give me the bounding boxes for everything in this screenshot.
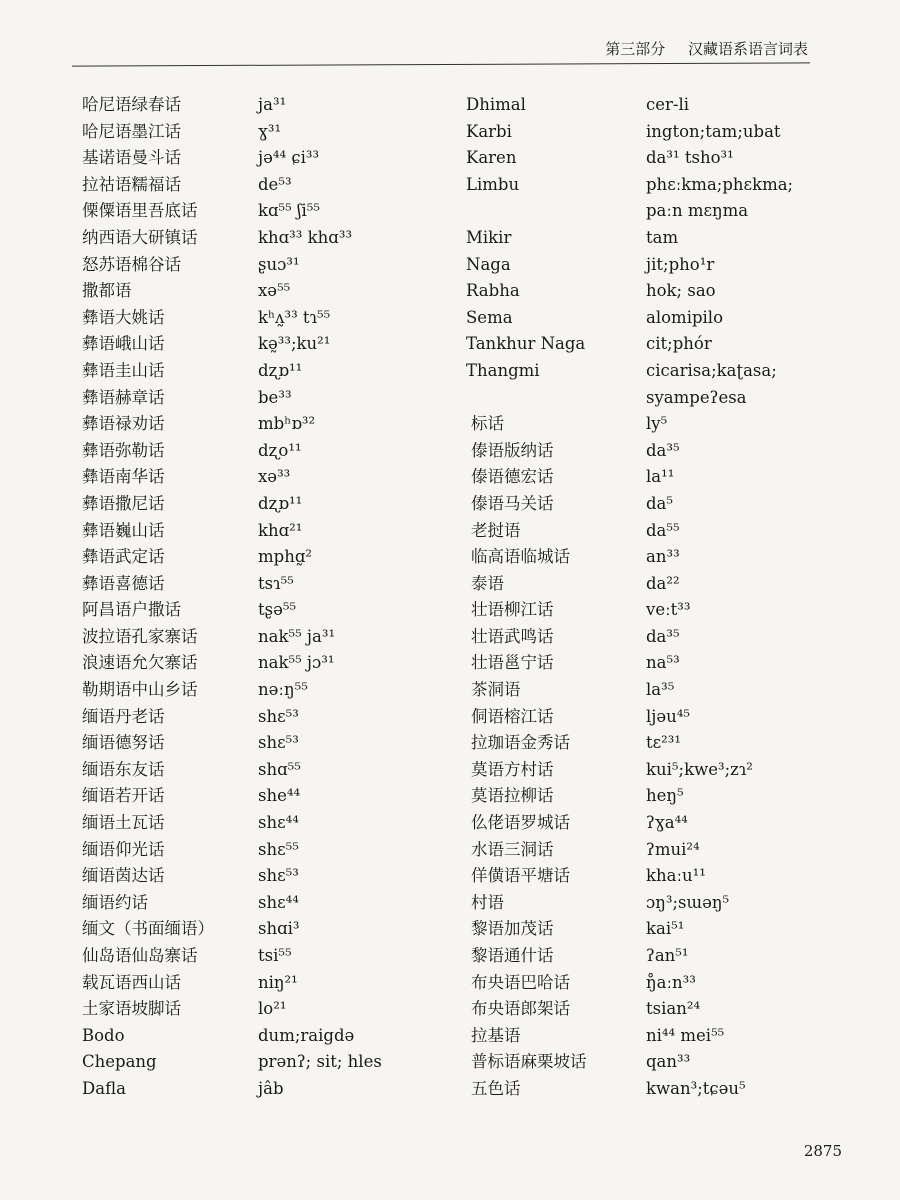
word-form: dʐo¹¹ bbox=[258, 440, 302, 460]
language-name: 泰语 bbox=[471, 573, 504, 593]
word-form: shɛ⁵³ bbox=[258, 866, 299, 886]
language-name: 撒都语 bbox=[82, 281, 132, 301]
word-entry-row bbox=[82, 464, 452, 491]
word-entry-row bbox=[466, 757, 856, 784]
word-form: nəːŋ⁵⁵ bbox=[258, 680, 308, 700]
word-form: jə⁴⁴ ɕi³³ bbox=[258, 148, 320, 168]
word-entry-row bbox=[82, 890, 452, 917]
word-form: ington;tam;ubat bbox=[646, 121, 781, 141]
language-name: 傣语德宏话 bbox=[471, 467, 554, 487]
word-form: de⁵³ bbox=[258, 174, 292, 194]
word-entry-row bbox=[466, 119, 856, 146]
language-name: 傈僳语里吾底话 bbox=[82, 201, 198, 221]
word-form: paːn mɛŋma bbox=[646, 201, 749, 221]
language-name: Karbi bbox=[466, 121, 512, 141]
word-entry-row bbox=[466, 863, 856, 890]
word-form: khaːu¹¹ bbox=[646, 866, 706, 886]
word-entry-row bbox=[82, 411, 452, 438]
language-name: 老挝语 bbox=[471, 520, 521, 540]
language-name: Sema bbox=[466, 307, 513, 327]
word-form: veːt³³ bbox=[646, 600, 691, 620]
word-form: da³⁵ bbox=[646, 626, 680, 646]
language-name: 阿昌语户撒话 bbox=[82, 600, 181, 620]
word-entry-row bbox=[82, 119, 452, 146]
right-column bbox=[466, 92, 856, 1103]
word-entry-row bbox=[466, 518, 856, 545]
word-entry-row bbox=[82, 518, 452, 545]
left-column bbox=[82, 92, 452, 1103]
word-form: dum;raigdə bbox=[258, 1025, 355, 1045]
word-entry-row bbox=[82, 624, 452, 651]
language-name: 黎语加茂话 bbox=[471, 919, 554, 939]
word-entry-row bbox=[466, 704, 856, 731]
word-entry-row bbox=[466, 624, 856, 651]
word-entry-row bbox=[82, 970, 452, 997]
word-entry-row bbox=[82, 1049, 452, 1076]
word-entry-row bbox=[466, 331, 856, 358]
header-rule bbox=[72, 62, 810, 66]
word-entry-row bbox=[82, 916, 452, 943]
word-form: lo²¹ bbox=[258, 999, 287, 1019]
language-name: 壮语柳江话 bbox=[471, 600, 554, 620]
word-entry-row bbox=[466, 544, 856, 571]
word-entry-row bbox=[82, 730, 452, 757]
language-name: 彝语赫章话 bbox=[82, 387, 165, 407]
language-name: 莫语拉柳话 bbox=[471, 786, 554, 806]
word-form: jit;pho¹r bbox=[646, 254, 715, 274]
word-entry-row bbox=[466, 464, 856, 491]
word-entry-row bbox=[466, 252, 856, 279]
language-name: 拉祜语糯福话 bbox=[82, 174, 181, 194]
word-form: tɛ²³¹ bbox=[646, 733, 682, 753]
word-form: da³⁵ bbox=[646, 440, 680, 460]
language-name: 彝语喜德话 bbox=[82, 573, 165, 593]
word-entry-row bbox=[466, 278, 856, 305]
word-form: kwan³;tɕəu⁵ bbox=[646, 1078, 746, 1098]
language-name: 缅语德努话 bbox=[82, 733, 165, 753]
language-name: 临高语临城话 bbox=[471, 547, 570, 567]
word-form: qan³³ bbox=[646, 1052, 691, 1072]
word-entry-row bbox=[82, 783, 452, 810]
word-form: an³³ bbox=[646, 547, 680, 567]
page-number: 2875 bbox=[803, 1142, 842, 1160]
word-form: khɑ²¹ bbox=[258, 520, 303, 540]
word-entry-row bbox=[82, 331, 452, 358]
word-entry-row bbox=[82, 837, 452, 864]
word-form: tsɿ⁵⁵ bbox=[258, 573, 294, 593]
word-form: la³⁵ bbox=[646, 680, 675, 700]
word-form: phɛːkma;phɛkma; bbox=[646, 174, 794, 194]
word-entry-row bbox=[466, 172, 856, 199]
word-entry-row bbox=[466, 1023, 856, 1050]
language-name: 纳西语大研镇话 bbox=[82, 227, 198, 247]
language-name: 拉基语 bbox=[471, 1025, 521, 1045]
word-form: khɑ³³ khɑ³³ bbox=[258, 227, 353, 247]
word-entry-row bbox=[466, 916, 856, 943]
language-name: Naga bbox=[466, 254, 511, 274]
language-name: 土家语坡脚话 bbox=[82, 999, 181, 1019]
word-form: ɔŋ³;sɯəŋ⁵ bbox=[646, 892, 730, 912]
language-name: 仙岛语仙岛寨话 bbox=[82, 946, 198, 965]
language-name: 布央语巴哈话 bbox=[471, 972, 570, 992]
word-form: ɣ³¹ bbox=[258, 121, 282, 141]
word-entry-row bbox=[466, 783, 856, 810]
word-form: shɛ⁴⁴ bbox=[258, 813, 299, 833]
word-form: da⁵⁵ bbox=[646, 520, 680, 540]
word-entry-row bbox=[82, 996, 452, 1023]
word-entry-row bbox=[82, 491, 452, 518]
language-name: 彝语南华话 bbox=[82, 467, 165, 487]
language-name: 彝语峨山话 bbox=[82, 334, 165, 354]
word-form: heŋ⁵ bbox=[646, 786, 684, 806]
word-entry-row bbox=[82, 757, 452, 784]
language-name: Thangmi bbox=[466, 360, 540, 380]
language-name: 勒期语中山乡话 bbox=[82, 680, 198, 700]
word-entry-row bbox=[82, 145, 452, 172]
word-entry-row bbox=[466, 411, 856, 438]
word-form: shɛ⁴⁴ bbox=[258, 892, 299, 912]
language-name: Limbu bbox=[466, 174, 520, 194]
word-entry-row bbox=[466, 650, 856, 677]
word-entry-row bbox=[466, 970, 856, 997]
word-form: mphɑ̰² bbox=[258, 547, 313, 567]
language-name: 壮语武鸣话 bbox=[471, 626, 554, 646]
word-form: dʐɒ¹¹ bbox=[258, 493, 303, 513]
word-entry-row bbox=[466, 225, 856, 252]
word-form: xə³³ bbox=[258, 467, 291, 487]
language-name: Mikir bbox=[466, 227, 512, 247]
language-name: Karen bbox=[466, 148, 517, 168]
word-entry-row bbox=[466, 1049, 856, 1076]
word-entry-row bbox=[82, 438, 452, 465]
language-name: 佯僙语平塘话 bbox=[471, 866, 570, 886]
word-form: shɛ⁵⁵ bbox=[258, 839, 299, 859]
word-form: ŋ̊aːn³³ bbox=[646, 972, 696, 992]
word-form: tsian²⁴ bbox=[646, 999, 701, 1019]
word-entry-row bbox=[466, 198, 856, 225]
word-form: kʰʌ̰³³ tɿ⁵⁵ bbox=[258, 307, 331, 327]
word-form: kɑ⁵⁵ ʃi⁵⁵ bbox=[258, 201, 321, 221]
language-name: 浪速语允欠寨话 bbox=[82, 653, 198, 673]
word-form: da³¹ tsho³¹ bbox=[646, 148, 734, 168]
word-entry-row bbox=[82, 385, 452, 412]
language-name: 缅语土瓦话 bbox=[82, 813, 165, 833]
language-name: 哈尼语墨江话 bbox=[82, 121, 181, 141]
language-name: 拉珈语金秀话 bbox=[471, 733, 570, 753]
language-name: 彝语大姚话 bbox=[82, 307, 165, 327]
word-entry-row bbox=[82, 571, 452, 598]
word-entry-row bbox=[82, 305, 452, 332]
language-name: 标话 bbox=[471, 414, 504, 434]
language-name: Dhimal bbox=[466, 95, 526, 114]
language-name: 缅语东友话 bbox=[82, 759, 165, 779]
word-entry-row bbox=[466, 677, 856, 704]
language-name: 哈尼语绿春话 bbox=[82, 95, 181, 114]
language-name: 缅语茵达话 bbox=[82, 866, 165, 886]
word-entry-row bbox=[82, 172, 452, 199]
word-form: ljəu⁴⁵ bbox=[646, 706, 691, 726]
word-form: da⁵ bbox=[646, 493, 674, 513]
word-form: ly⁵ bbox=[646, 414, 668, 434]
word-entry-row bbox=[466, 890, 856, 917]
word-entry-row bbox=[466, 730, 856, 757]
word-form: ʔan⁵¹ bbox=[646, 946, 689, 965]
word-entry-row bbox=[82, 943, 452, 970]
word-entry-row bbox=[82, 198, 452, 225]
word-form: kə̰³³;ku²¹ bbox=[258, 334, 331, 354]
word-entry-row bbox=[466, 385, 856, 412]
language-name: 载瓦语西山话 bbox=[82, 972, 181, 992]
word-form: la¹¹ bbox=[646, 467, 675, 487]
word-form: mbʰɒ³² bbox=[258, 414, 316, 434]
word-entry-row bbox=[82, 1023, 452, 1050]
word-entry-row bbox=[82, 704, 452, 731]
language-name: 茶洞语 bbox=[471, 680, 521, 700]
word-form: syampeʔesa bbox=[646, 387, 747, 407]
word-entry-row bbox=[82, 677, 452, 704]
word-form: xə⁵⁵ bbox=[258, 281, 291, 301]
word-entry-row bbox=[466, 943, 856, 970]
word-entry-row bbox=[82, 92, 452, 119]
language-name: 彝语圭山话 bbox=[82, 360, 165, 380]
language-name: 彝语武定话 bbox=[82, 547, 165, 567]
word-form: shɑ⁵⁵ bbox=[258, 759, 301, 779]
word-entry-row bbox=[466, 92, 856, 119]
word-form: alomipilo bbox=[646, 307, 724, 327]
word-form: ja³¹ bbox=[258, 95, 287, 114]
language-name: 彝语弥勒话 bbox=[82, 440, 165, 460]
language-name: 黎语通什话 bbox=[471, 946, 554, 965]
language-name: 普标语麻栗坡话 bbox=[471, 1052, 587, 1072]
language-name: 缅语仰光话 bbox=[82, 839, 165, 859]
word-form: tʂə⁵⁵ bbox=[258, 600, 297, 620]
language-name: 傣语马关话 bbox=[471, 493, 554, 513]
word-form: cer-li bbox=[646, 95, 690, 114]
word-form: dʐɒ¹¹ bbox=[258, 360, 303, 380]
word-form: ʔɣa⁴⁴ bbox=[646, 813, 688, 833]
word-form: da²² bbox=[646, 573, 680, 593]
word-form: tsi⁵⁵ bbox=[258, 946, 292, 965]
word-entry-row bbox=[82, 650, 452, 677]
word-form: ʂuɔ³¹ bbox=[258, 254, 300, 274]
language-name: Tankhur Naga bbox=[466, 334, 586, 354]
word-entry-row bbox=[466, 438, 856, 465]
word-form: hok; sao bbox=[646, 281, 716, 301]
word-form: kui⁵;kwe³;zɿ² bbox=[646, 759, 753, 779]
language-name: 基诺语曼斗话 bbox=[82, 148, 181, 168]
word-entry-row bbox=[466, 1076, 856, 1103]
word-entry-row bbox=[466, 145, 856, 172]
language-name: 缅语若开话 bbox=[82, 786, 165, 806]
word-form: nak⁵⁵ jɔ³¹ bbox=[258, 653, 335, 673]
word-form: na⁵³ bbox=[646, 653, 680, 673]
header-part: 第三部分 bbox=[605, 40, 666, 58]
word-entry-row bbox=[82, 544, 452, 571]
language-name: 村语 bbox=[471, 892, 504, 912]
word-form: shɛ⁵³ bbox=[258, 706, 299, 726]
language-name: 壮语邕宁话 bbox=[471, 653, 554, 673]
language-name: 仫佬语罗城话 bbox=[471, 813, 570, 833]
word-form: she⁴⁴ bbox=[258, 786, 301, 806]
word-entry-row bbox=[466, 837, 856, 864]
word-form: jâb bbox=[258, 1078, 284, 1098]
word-entry-row bbox=[82, 252, 452, 279]
header-section: 汉藏语系语言词表 bbox=[687, 40, 808, 58]
word-entry-row bbox=[466, 996, 856, 1023]
language-name: Dafla bbox=[82, 1078, 126, 1098]
word-entry-row bbox=[466, 571, 856, 598]
language-name: 五色话 bbox=[471, 1078, 521, 1098]
word-entry-row bbox=[466, 810, 856, 837]
language-name: 侗语榕江话 bbox=[471, 706, 554, 726]
word-form: kai⁵¹ bbox=[646, 919, 685, 939]
language-name: Chepang bbox=[82, 1052, 157, 1072]
word-entry-row bbox=[82, 358, 452, 385]
language-name: 布央语郎架话 bbox=[471, 999, 570, 1019]
language-name: 彝语撒尼话 bbox=[82, 493, 165, 513]
word-form: niŋ²¹ bbox=[258, 972, 298, 992]
word-form: shɛ⁵³ bbox=[258, 733, 299, 753]
word-entry-row bbox=[466, 305, 856, 332]
word-form: nak⁵⁵ ja³¹ bbox=[258, 626, 336, 646]
language-name: 缅文（书面缅语） bbox=[82, 919, 214, 939]
word-entry-row bbox=[82, 863, 452, 890]
word-form: ʔmui²⁴ bbox=[646, 839, 700, 859]
word-entry-row bbox=[466, 358, 856, 385]
word-entry-row bbox=[82, 810, 452, 837]
language-name: 彝语巍山话 bbox=[82, 520, 165, 540]
language-name: 水语三洞话 bbox=[471, 839, 554, 859]
language-name: 彝语禄劝话 bbox=[82, 414, 165, 434]
word-entry-row bbox=[466, 597, 856, 624]
word-form: ni⁴⁴ mei⁵⁵ bbox=[646, 1025, 725, 1045]
language-name: 怒苏语棉谷话 bbox=[82, 254, 181, 274]
word-form: prənʔ; sit; hles bbox=[258, 1052, 382, 1072]
word-entry-row bbox=[82, 1076, 452, 1103]
running-header bbox=[75, 38, 808, 59]
word-form: be³³ bbox=[258, 387, 292, 407]
word-entry-row bbox=[466, 491, 856, 518]
word-entry-row bbox=[82, 225, 452, 252]
language-name: 傣语版纳话 bbox=[471, 440, 554, 460]
word-form: cit;phór bbox=[646, 334, 712, 354]
word-form: shɑi³ bbox=[258, 919, 300, 939]
language-name: 缅语约话 bbox=[82, 892, 148, 912]
language-name: 波拉语孔家寨话 bbox=[82, 626, 198, 646]
language-name: 缅语丹老话 bbox=[82, 706, 165, 726]
language-name: Rabha bbox=[466, 281, 520, 301]
language-name: 莫语方村话 bbox=[471, 759, 554, 779]
language-name: Bodo bbox=[82, 1025, 125, 1045]
word-entry-row bbox=[82, 597, 452, 624]
word-form: tam bbox=[646, 227, 679, 247]
word-form: cicarisa;kaʈasa; bbox=[646, 360, 777, 380]
word-entry-row bbox=[82, 278, 452, 305]
